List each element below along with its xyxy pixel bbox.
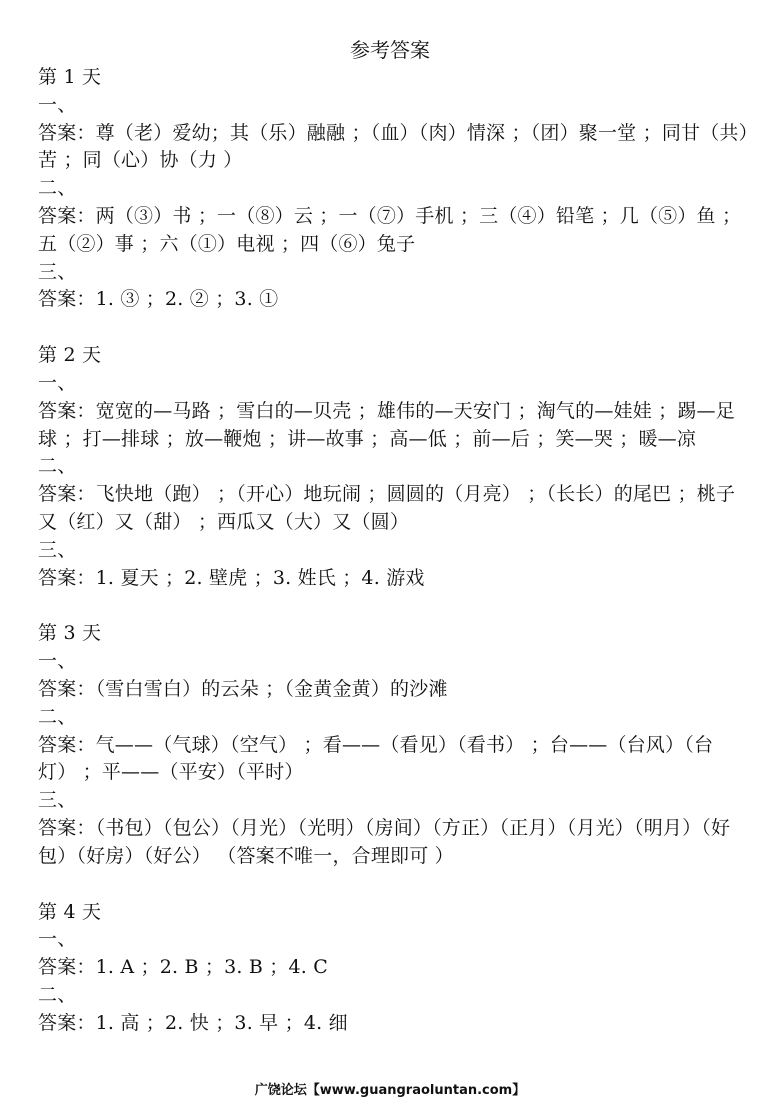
day-label: 第 1 天 [38, 66, 102, 88]
section-number: 三、 [38, 538, 77, 561]
answer-text: 答案：1. 高 ；2. 快 ；3. 早 ；4. 细 [38, 1011, 348, 1034]
answer-text: 答案：宽宽的—马路 ；雪白的—贝壳 ；雄伟的—天安门 ；淘气的—娃娃 ；踢—足球 ；打—排球 ；放—鞭炮 ；讲—故事 ；高—低 ；前—后 ；笑—哭 ；暖—凉 [38, 399, 735, 450]
section-number: 二、 [38, 705, 77, 728]
day-2 [38, 342, 750, 592]
answer-text: 答案：1. A ；2. B ；3. B ；4. C [38, 956, 328, 979]
section-number: 二、 [38, 177, 77, 200]
day-label: 第 2 天 [38, 344, 102, 367]
section-number: 一、 [38, 371, 77, 394]
section-number: 二、 [38, 455, 77, 478]
answer-text: 答案：（书包）（包公）（月光）（光明）（房间）（方正）（正月）（月光）（明月）（好包）（好房）（好公） （答案不唯一，合理即可 ） [38, 816, 731, 867]
page-footer: 广饶论坛【www.guangraoluntan.com】 [254, 1083, 526, 1098]
answer-text: 答案：气——（气球）（空气） ；看——（看见）（看书） ；台——（台风）（台灯） ；平——（平安）（平时） [38, 733, 714, 784]
page-title: 参考答案 [350, 38, 430, 62]
day-1 [38, 64, 750, 314]
answer-content [38, 64, 750, 1038]
answer-text: 答案：1. ③ ；2. ② ；3. ① [38, 288, 279, 311]
section-number: 一、 [38, 928, 77, 951]
section-number: 三、 [38, 789, 77, 812]
answer-text: 答案：1. 夏天 ；2. 壁虎 ；3. 姓氏 ；4. 游戏 [38, 566, 425, 589]
day-label: 第 4 天 [38, 900, 102, 923]
section-number: 三、 [38, 260, 77, 283]
answer-text: 答案：飞快地（跑） ；（开心）地玩闹 ；圆圆的（月亮） ；（长长）的尾巴 ；桃子又（红）又（甜） ；西瓜又（大）又（圆） [38, 483, 736, 533]
section-number: 一、 [38, 650, 77, 673]
section-number: 二、 [38, 983, 77, 1006]
section-number: 一、 [38, 93, 77, 116]
day-3 [38, 620, 750, 870]
answer-text: 答案：尊（老）爱幼；其（乐）融融 ；（血）（肉）情深 ；（团）聚一堂 ；同甘（共）苦 ；同（心）协（力 ） [38, 121, 749, 172]
answer-text: 答案：（雪白雪白）的云朵 ；（金黄金黄）的沙滩 [38, 677, 448, 700]
day-4 [38, 899, 750, 1038]
answer-text: 答案：两（③）书 ；一（⑧）云 ；一（⑦）手机 ；三（④）铅笔 ；几（⑤）鱼 ；五（②）事 ；六（①）电视 ；四（⑥）兔子 [38, 204, 742, 255]
day-label: 第 3 天 [38, 622, 102, 645]
